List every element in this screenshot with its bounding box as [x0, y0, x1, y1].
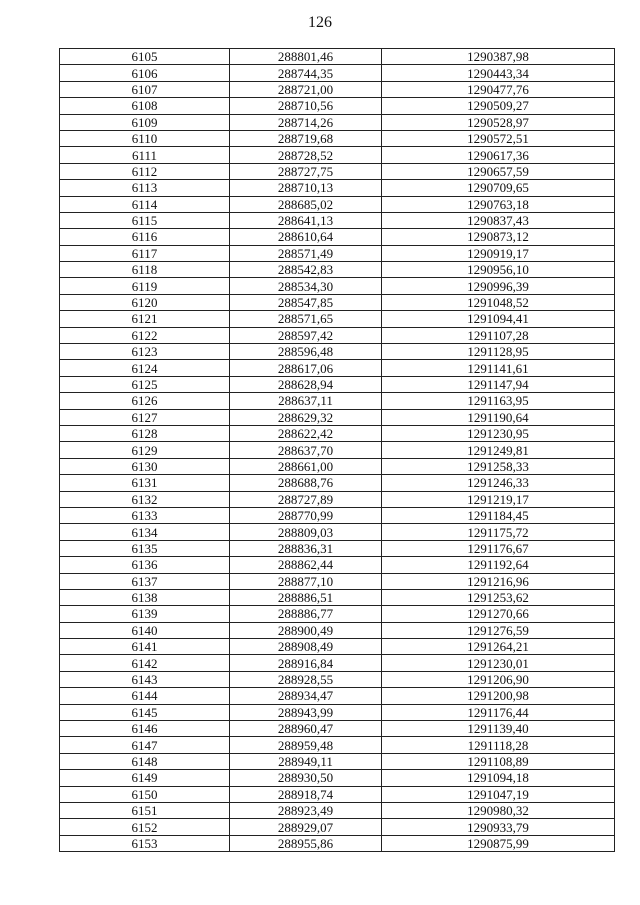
point-number-cell: 6149: [60, 770, 230, 786]
y-coordinate-cell: 1291264,21: [382, 639, 615, 655]
y-coordinate-cell: 1291246,33: [382, 475, 615, 491]
x-coordinate-cell: 288908,49: [230, 639, 382, 655]
y-coordinate-cell: 1291276,59: [382, 622, 615, 638]
y-coordinate-cell: 1291176,44: [382, 704, 615, 720]
y-coordinate-cell: 1290477,76: [382, 81, 615, 97]
x-coordinate-cell: 288929,07: [230, 819, 382, 835]
point-number-cell: 6130: [60, 458, 230, 474]
x-coordinate-cell: 288710,13: [230, 180, 382, 196]
table-row: [60, 49, 615, 65]
table-row: [60, 376, 615, 392]
x-coordinate-cell: 288960,47: [230, 721, 382, 737]
point-number-cell: 6133: [60, 507, 230, 523]
point-number-cell: 6114: [60, 196, 230, 212]
table-row: [60, 311, 615, 327]
point-number-cell: 6107: [60, 81, 230, 97]
table-row: [60, 491, 615, 507]
point-number-cell: 6137: [60, 573, 230, 589]
x-coordinate-cell: 288628,94: [230, 376, 382, 392]
y-coordinate-cell: 1291253,62: [382, 589, 615, 605]
x-coordinate-cell: 288596,48: [230, 344, 382, 360]
table-row: [60, 573, 615, 589]
table-row: [60, 425, 615, 441]
x-coordinate-cell: 288714,26: [230, 114, 382, 130]
coordinates-table: [59, 48, 615, 852]
table-row: [60, 196, 615, 212]
table-row: [60, 180, 615, 196]
page-number: 126: [308, 14, 332, 31]
x-coordinate-cell: 288622,42: [230, 425, 382, 441]
x-coordinate-cell: 288801,46: [230, 49, 382, 65]
y-coordinate-cell: 1290956,10: [382, 262, 615, 278]
y-coordinate-cell: 1290837,43: [382, 212, 615, 228]
y-coordinate-cell: 1291216,96: [382, 573, 615, 589]
point-number-cell: 6143: [60, 671, 230, 687]
point-number-cell: 6116: [60, 229, 230, 245]
point-number-cell: 6153: [60, 835, 230, 851]
x-coordinate-cell: 288597,42: [230, 327, 382, 343]
y-coordinate-cell: 1290387,98: [382, 49, 615, 65]
point-number-cell: 6110: [60, 130, 230, 146]
table-row: [60, 704, 615, 720]
table-row: [60, 770, 615, 786]
y-coordinate-cell: 1290933,79: [382, 819, 615, 835]
table-row: [60, 344, 615, 360]
table-row: [60, 639, 615, 655]
point-number-cell: 6113: [60, 180, 230, 196]
y-coordinate-cell: 1291094,41: [382, 311, 615, 327]
x-coordinate-cell: 288547,85: [230, 294, 382, 310]
point-number-cell: 6123: [60, 344, 230, 360]
table-row: [60, 458, 615, 474]
x-coordinate-cell: 288886,77: [230, 606, 382, 622]
table-row: [60, 393, 615, 409]
table-row: [60, 98, 615, 114]
y-coordinate-cell: 1291139,40: [382, 721, 615, 737]
y-coordinate-cell: 1291107,28: [382, 327, 615, 343]
y-coordinate-cell: 1291230,01: [382, 655, 615, 671]
point-number-cell: 6144: [60, 688, 230, 704]
point-number-cell: 6142: [60, 655, 230, 671]
point-number-cell: 6141: [60, 639, 230, 655]
point-number-cell: 6119: [60, 278, 230, 294]
x-coordinate-cell: 288617,06: [230, 360, 382, 376]
table-row: [60, 671, 615, 687]
y-coordinate-cell: 1291141,61: [382, 360, 615, 376]
table-row: [60, 229, 615, 245]
y-coordinate-cell: 1290763,18: [382, 196, 615, 212]
y-coordinate-cell: 1290617,36: [382, 147, 615, 163]
y-coordinate-cell: 1291118,28: [382, 737, 615, 753]
y-coordinate-cell: 1291258,33: [382, 458, 615, 474]
table-row: [60, 622, 615, 638]
point-number-cell: 6126: [60, 393, 230, 409]
x-coordinate-cell: 288928,55: [230, 671, 382, 687]
table-row: [60, 688, 615, 704]
x-coordinate-cell: 288728,52: [230, 147, 382, 163]
y-coordinate-cell: 1291190,64: [382, 409, 615, 425]
x-coordinate-cell: 288637,70: [230, 442, 382, 458]
table-row: [60, 819, 615, 835]
point-number-cell: 6127: [60, 409, 230, 425]
point-number-cell: 6115: [60, 212, 230, 228]
x-coordinate-cell: 288949,11: [230, 753, 382, 769]
table-row: [60, 475, 615, 491]
point-number-cell: 6138: [60, 589, 230, 605]
y-coordinate-cell: 1290572,51: [382, 130, 615, 146]
x-coordinate-cell: 288542,83: [230, 262, 382, 278]
x-coordinate-cell: 288727,75: [230, 163, 382, 179]
table-row: [60, 130, 615, 146]
point-number-cell: 6139: [60, 606, 230, 622]
point-number-cell: 6105: [60, 49, 230, 65]
y-coordinate-cell: 1291176,67: [382, 540, 615, 556]
x-coordinate-cell: 288836,31: [230, 540, 382, 556]
y-coordinate-cell: 1290919,17: [382, 245, 615, 261]
y-coordinate-cell: 1291175,72: [382, 524, 615, 540]
table-row: [60, 721, 615, 737]
y-coordinate-cell: 1290873,12: [382, 229, 615, 245]
point-number-cell: 6124: [60, 360, 230, 376]
y-coordinate-cell: 1290528,97: [382, 114, 615, 130]
table-row: [60, 114, 615, 130]
x-coordinate-cell: 288721,00: [230, 81, 382, 97]
point-number-cell: 6122: [60, 327, 230, 343]
x-coordinate-cell: 288923,49: [230, 802, 382, 818]
point-number-cell: 6120: [60, 294, 230, 310]
x-coordinate-cell: 288930,50: [230, 770, 382, 786]
x-coordinate-cell: 288955,86: [230, 835, 382, 851]
y-coordinate-cell: 1291270,66: [382, 606, 615, 622]
table-row: [60, 802, 615, 818]
x-coordinate-cell: 288934,47: [230, 688, 382, 704]
point-number-cell: 6125: [60, 376, 230, 392]
table-row: [60, 163, 615, 179]
point-number-cell: 6150: [60, 786, 230, 802]
x-coordinate-cell: 288770,99: [230, 507, 382, 523]
y-coordinate-cell: 1290443,34: [382, 65, 615, 81]
y-coordinate-cell: 1291048,52: [382, 294, 615, 310]
point-number-cell: 6109: [60, 114, 230, 130]
table-row: [60, 81, 615, 97]
x-coordinate-cell: 288959,48: [230, 737, 382, 753]
x-coordinate-cell: 288688,76: [230, 475, 382, 491]
x-coordinate-cell: 288641,13: [230, 212, 382, 228]
x-coordinate-cell: 288719,68: [230, 130, 382, 146]
x-coordinate-cell: 288629,32: [230, 409, 382, 425]
x-coordinate-cell: 288918,74: [230, 786, 382, 802]
y-coordinate-cell: 1291147,94: [382, 376, 615, 392]
table-row: [60, 442, 615, 458]
table-row: [60, 606, 615, 622]
x-coordinate-cell: 288886,51: [230, 589, 382, 605]
table-row: [60, 245, 615, 261]
point-number-cell: 6135: [60, 540, 230, 556]
x-coordinate-cell: 288809,03: [230, 524, 382, 540]
x-coordinate-cell: 288571,65: [230, 311, 382, 327]
table-row: [60, 507, 615, 523]
y-coordinate-cell: 1291192,64: [382, 557, 615, 573]
point-number-cell: 6106: [60, 65, 230, 81]
table-row: [60, 147, 615, 163]
y-coordinate-cell: 1291108,89: [382, 753, 615, 769]
point-number-cell: 6152: [60, 819, 230, 835]
table-row: [60, 212, 615, 228]
y-coordinate-cell: 1291249,81: [382, 442, 615, 458]
point-number-cell: 6117: [60, 245, 230, 261]
point-number-cell: 6145: [60, 704, 230, 720]
x-coordinate-cell: 288744,35: [230, 65, 382, 81]
y-coordinate-cell: 1290875,99: [382, 835, 615, 851]
y-coordinate-cell: 1290509,27: [382, 98, 615, 114]
x-coordinate-cell: 288661,00: [230, 458, 382, 474]
point-number-cell: 6129: [60, 442, 230, 458]
x-coordinate-cell: 288916,84: [230, 655, 382, 671]
x-coordinate-cell: 288900,49: [230, 622, 382, 638]
table-row: [60, 262, 615, 278]
y-coordinate-cell: 1291128,95: [382, 344, 615, 360]
point-number-cell: 6108: [60, 98, 230, 114]
x-coordinate-cell: 288534,30: [230, 278, 382, 294]
x-coordinate-cell: 288571,49: [230, 245, 382, 261]
point-number-cell: 6132: [60, 491, 230, 507]
table-row: [60, 655, 615, 671]
y-coordinate-cell: 1290996,39: [382, 278, 615, 294]
y-coordinate-cell: 1291219,17: [382, 491, 615, 507]
point-number-cell: 6112: [60, 163, 230, 179]
y-coordinate-cell: 1290980,32: [382, 802, 615, 818]
point-number-cell: 6121: [60, 311, 230, 327]
point-number-cell: 6140: [60, 622, 230, 638]
point-number-cell: 6146: [60, 721, 230, 737]
x-coordinate-cell: 288862,44: [230, 557, 382, 573]
y-coordinate-cell: 1291230,95: [382, 425, 615, 441]
x-coordinate-cell: 288710,56: [230, 98, 382, 114]
table-row: [60, 737, 615, 753]
point-number-cell: 6111: [60, 147, 230, 163]
point-number-cell: 6151: [60, 802, 230, 818]
y-coordinate-cell: 1291200,98: [382, 688, 615, 704]
table-row: [60, 557, 615, 573]
point-number-cell: 6131: [60, 475, 230, 491]
table-row: [60, 835, 615, 851]
y-coordinate-cell: 1290709,65: [382, 180, 615, 196]
coordinates-table-body: [60, 49, 615, 852]
point-number-cell: 6147: [60, 737, 230, 753]
table-row: [60, 524, 615, 540]
table-row: [60, 589, 615, 605]
y-coordinate-cell: 1291206,90: [382, 671, 615, 687]
table-row: [60, 327, 615, 343]
table-row: [60, 278, 615, 294]
table-row: [60, 294, 615, 310]
table-row: [60, 540, 615, 556]
table-row: [60, 360, 615, 376]
y-coordinate-cell: 1290657,59: [382, 163, 615, 179]
point-number-cell: 6148: [60, 753, 230, 769]
y-coordinate-cell: 1291184,45: [382, 507, 615, 523]
point-number-cell: 6118: [60, 262, 230, 278]
table-row: [60, 753, 615, 769]
y-coordinate-cell: 1291094,18: [382, 770, 615, 786]
x-coordinate-cell: 288877,10: [230, 573, 382, 589]
y-coordinate-cell: 1291163,95: [382, 393, 615, 409]
x-coordinate-cell: 288685,02: [230, 196, 382, 212]
table-row: [60, 786, 615, 802]
point-number-cell: 6134: [60, 524, 230, 540]
x-coordinate-cell: 288727,89: [230, 491, 382, 507]
x-coordinate-cell: 288943,99: [230, 704, 382, 720]
x-coordinate-cell: 288610,64: [230, 229, 382, 245]
table-row: [60, 65, 615, 81]
table-row: [60, 409, 615, 425]
x-coordinate-cell: 288637,11: [230, 393, 382, 409]
point-number-cell: 6136: [60, 557, 230, 573]
y-coordinate-cell: 1291047,19: [382, 786, 615, 802]
point-number-cell: 6128: [60, 425, 230, 441]
